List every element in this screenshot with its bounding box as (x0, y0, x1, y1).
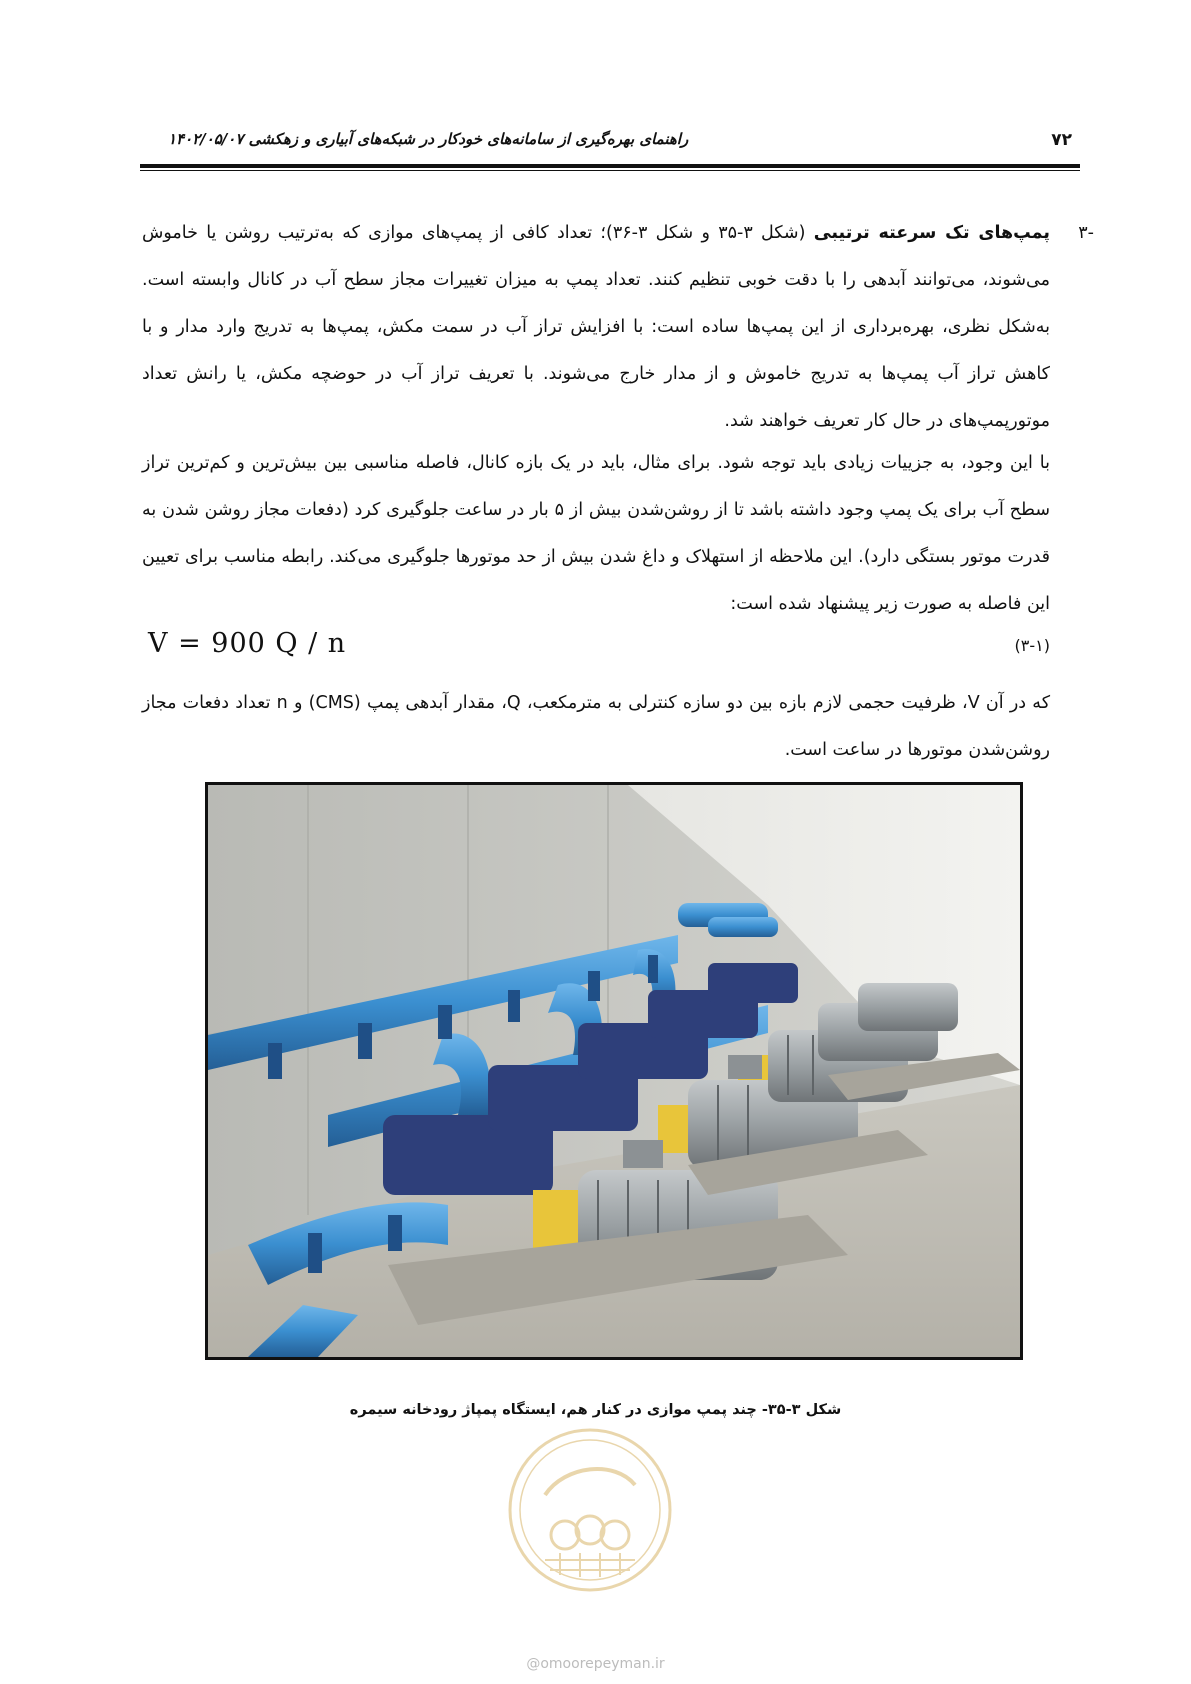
list-number: -۳ (1078, 223, 1094, 243)
figure-caption: شکل ۳-۳۵- چند پمپ موازی در کنار هم، ایستگاه پمپاژ رودخانه سیمره (349, 1402, 842, 1418)
header-title: راهنمای بهره‌گیری از سامانه‌های خودکار در شبکه‌های آبیاری و زهکشی (248, 130, 689, 148)
paragraph-1 (142, 210, 1094, 445)
paragraph-1-text: (شکل ۳-۳۵ و شکل ۳-۳۶)؛ تعداد کافی از پمپ‌های موازی که به‌ترتیب روشن یا خاموش می‌شوند، می‌توانند آبدهی را با دقت خوبی تنظیم کنند. تعداد پمپ به میزان تغییرات مجاز سطح آب در کانال وابسته است. به‌شکل نظری، بهره‌برداری از این پمپ‌ها ساده است: با افزایش تراز آب در سمت مکش، پمپ‌ها به تدریج وارد مدار و با کاهش تراز آب پمپ‌ها به تدریج خاموش و از مدار خارج می‌شوند. با تعریف تراز آب در حوضچه مکش، یا رانش تعداد موتورپمپ‌های در حال کار تعریف خواهند شد. (142, 223, 1050, 431)
header-date: ۱۴۰۲/۰۵/۰۷ (168, 130, 244, 148)
watermark-logo (505, 1425, 675, 1595)
pump-station-photo (208, 785, 1020, 1357)
page-number: ۷۲ (1051, 130, 1072, 150)
running-header (140, 124, 1080, 160)
header-rule (140, 164, 1080, 168)
paragraph-3: که در آن V، ظرفیت حجمی لازم بازه بین دو سازه کنترلی به مترمکعب، Q، مقدار آبدهی پمپ (CMS) و n تعداد دفعات مجاز روشن‌شدن موتورها در ساعت است. (142, 693, 1051, 760)
bold-lead: پمپ‌های تک سرعته ترتیبی (813, 223, 1050, 243)
header-rule-thin (140, 170, 1080, 171)
equation: V = 900 Q / n (148, 628, 347, 659)
paragraph-2: با این وجود، به جزییات زیادی باید توجه شود. برای مثال، باید در یک بازه کانال، فاصله مناسبی بین بیش‌ترین و کم‌ترین تراز سطح آب برای یک پمپ وجود داشته باشد تا از روشن‌شدن بیش از ۵ بار در ساعت جلوگیری کرد (دفعات مجاز روشن شدن به قدرت موتور بستگی دارد). این ملاحظه از استهلاک و داغ شدن بیش از حد موتورها جلوگیری می‌کند. رابطه مناسب برای تعیین این فاصله به صورت زیر پیشنهاد شده است: (142, 453, 1050, 614)
figure-photo (205, 782, 1023, 1360)
equation-number: (۳-۱) (1014, 636, 1050, 655)
running-title (140, 130, 688, 148)
watermark-url: @omoorepeyman.ir (526, 1656, 665, 1672)
equation-row (142, 628, 1050, 668)
